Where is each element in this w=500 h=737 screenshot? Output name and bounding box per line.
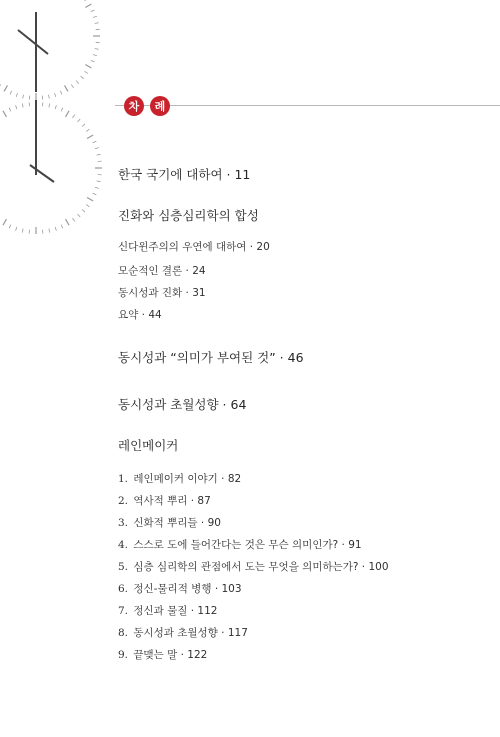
entry-page: 31: [192, 287, 206, 299]
dial-tick: [93, 16, 97, 17]
entry-title: 정신-물리적 병행: [133, 583, 212, 595]
dial-tick: [78, 119, 81, 122]
toc-numbered-entry[interactable]: 4. 스스로 도에 들어간다는 것은 무슨 의미인가? · 91: [118, 539, 362, 551]
entry-page: 91: [348, 539, 362, 551]
entry-number: 2.: [118, 495, 129, 507]
entry-number: 6.: [118, 583, 129, 595]
toc-numbered-entry[interactable]: 6. 정신-물리적 병행 · 103: [118, 583, 242, 595]
dial-tick: [78, 214, 81, 217]
dial-tick: [49, 229, 50, 233]
dial-tick: [66, 111, 70, 117]
dial-tick: [10, 91, 12, 95]
entry-page: 90: [207, 517, 221, 529]
entry-title: 모순적인 결론: [118, 265, 183, 277]
dial-tick: [61, 108, 63, 112]
dial-tick: [87, 135, 93, 139]
dial-tick: [85, 0, 88, 1]
dial-tick: [86, 204, 89, 206]
dial-tick: [97, 154, 101, 155]
dial-tick: [16, 105, 17, 109]
entry-number: 3.: [118, 517, 129, 529]
toc-heading-badge-1: 차: [124, 96, 144, 116]
dial-tick: [87, 198, 93, 202]
entry-page: 100: [368, 561, 389, 573]
entry-title: 심층 심리학의 관점에서 도는 무엇을 의미하는가?: [133, 561, 359, 573]
entry-page: 122: [187, 649, 208, 661]
entry-page: 44: [148, 309, 162, 321]
entry-page: 11: [234, 167, 251, 182]
toc-heading-badge-2: 례: [150, 96, 170, 116]
dial-tick: [3, 219, 7, 225]
toc-subentry[interactable]: 요약 · 44: [118, 309, 162, 321]
dial-tick: [71, 85, 73, 88]
toc-numbered-entry[interactable]: 8. 동시성과 초월성향 · 117: [118, 627, 248, 639]
toc-entry-synchronicity-meaning[interactable]: 동시성과 “의미가 부여된 것” · 46: [118, 350, 304, 365]
entry-page: 117: [227, 627, 248, 639]
entry-title: 스스로 도에 들어간다는 것은 무슨 의미인가?: [133, 539, 339, 551]
entry-title: 동시성과 초월성향: [133, 627, 218, 639]
toc-numbered-entry[interactable]: 5. 심층 심리학의 관점에서 도는 무엇을 의미하는가? · 100: [118, 561, 389, 573]
lower-dial: [0, 102, 102, 234]
dial-hand: [18, 30, 48, 54]
entry-page: 82: [227, 473, 242, 485]
dial-tick: [91, 60, 95, 62]
dial-tick: [9, 225, 11, 229]
toc-subentry[interactable]: 신다윈주의의 우연에 대하여 · 20: [118, 241, 270, 253]
dial-tick: [72, 218, 74, 221]
dial-tick: [16, 93, 17, 97]
clock-dial-ornament: [0, 0, 115, 240]
upper-dial: [0, 0, 100, 100]
entry-title: 동시성과 “의미가 부여된 것”: [118, 350, 276, 365]
toc-entry-evolution[interactable]: [118, 210, 259, 223]
entry-title: 진화와 심층심리학의 합성: [118, 208, 259, 223]
entry-page: 103: [221, 583, 242, 595]
entry-title: 신다윈주의의 우연에 대하여: [118, 241, 247, 253]
dial-tick: [65, 85, 69, 91]
entry-title: 역사적 뿌리: [133, 495, 188, 507]
entry-title: 레인메이커 이야기: [133, 473, 218, 485]
entry-title: 동시성과 진화: [118, 287, 183, 299]
dial-tick: [55, 227, 56, 231]
entry-title: 끝맺는 말: [133, 649, 178, 661]
entry-number: 4.: [118, 539, 129, 551]
dial-tick: [93, 141, 97, 143]
toc-numbered-entry[interactable]: 3. 신화적 뿌리들 · 90: [118, 517, 221, 529]
entry-page: 64: [230, 397, 247, 412]
entry-page: 20: [256, 241, 270, 253]
dial-tick: [72, 115, 74, 118]
entry-number: 5.: [118, 561, 129, 573]
entry-page: 24: [192, 265, 206, 277]
dial-tick: [95, 23, 99, 24]
dial-tick: [93, 55, 97, 56]
dial-tick: [93, 193, 97, 195]
dial-tick: [95, 148, 99, 149]
dial-tick: [95, 187, 99, 188]
toc-numbered-entry[interactable]: 1. 레인메이커 이야기 · 82: [118, 473, 242, 485]
dial-tick: [22, 229, 23, 233]
dial-tick: [4, 85, 8, 91]
dial-tick: [86, 129, 89, 131]
dial-tick: [49, 103, 50, 107]
dial-tick: [85, 71, 88, 73]
entry-number: 1.: [118, 473, 129, 485]
dial-tick: [76, 81, 79, 84]
entry-page: 87: [197, 495, 211, 507]
entry-title: 정신과 물질: [133, 605, 188, 617]
toc-subentry[interactable]: 모순적인 결론 · 24: [118, 265, 206, 277]
dial-tick: [82, 124, 85, 127]
entry-number: 9.: [118, 649, 129, 661]
dial-tick: [85, 65, 91, 69]
dial-tick: [82, 210, 85, 213]
dial-hand: [30, 165, 54, 182]
entry-number: 8.: [118, 627, 129, 639]
toc-subentry[interactable]: 동시성과 진화 · 31: [118, 287, 206, 299]
dial-tick: [97, 181, 101, 182]
dial-tick: [23, 95, 24, 99]
dial-tick: [55, 93, 56, 97]
entry-title: 요약: [118, 309, 139, 321]
dial-tick: [91, 10, 95, 12]
dial-tick: [81, 76, 84, 79]
dial-tick: [85, 4, 91, 8]
toc-numbered-entry[interactable]: 7. 정신과 물질 · 112: [118, 605, 218, 617]
dial-tick: [49, 95, 50, 99]
entry-title: 레인메이커: [118, 438, 179, 453]
dial-tick: [55, 105, 56, 109]
dial-tick: [3, 111, 7, 117]
entry-page: 46: [287, 350, 304, 365]
entry-title: 한국 국기에 대하여: [118, 167, 223, 182]
dial-tick: [66, 219, 70, 225]
toc-entry-rainmaker[interactable]: [118, 440, 178, 453]
toc-entry-synchronicity-transcendence[interactable]: 동시성과 초월성향 · 64: [118, 397, 247, 412]
dial-tick: [61, 225, 63, 229]
entry-title: 신화적 뿌리들: [133, 517, 198, 529]
toc-numbered-entry[interactable]: 2. 역사적 뿌리 · 87: [118, 495, 211, 507]
dial-tick: [60, 91, 62, 95]
header-rule: [115, 105, 500, 106]
entry-title: 동시성과 초월성향: [118, 397, 219, 412]
dial-tick: [16, 227, 17, 231]
entry-number: 7.: [118, 605, 129, 617]
dial-tick: [95, 49, 99, 50]
dial-tick: [22, 103, 23, 107]
toc-entry-korean-flag[interactable]: 한국 국기에 대하여 · 11: [118, 167, 251, 182]
toc-numbered-entry[interactable]: 9. 끝맺는 말 · 122: [118, 649, 208, 661]
dial-tick: [9, 108, 11, 112]
dial-tick: [0, 85, 1, 88]
entry-page: 112: [197, 605, 218, 617]
